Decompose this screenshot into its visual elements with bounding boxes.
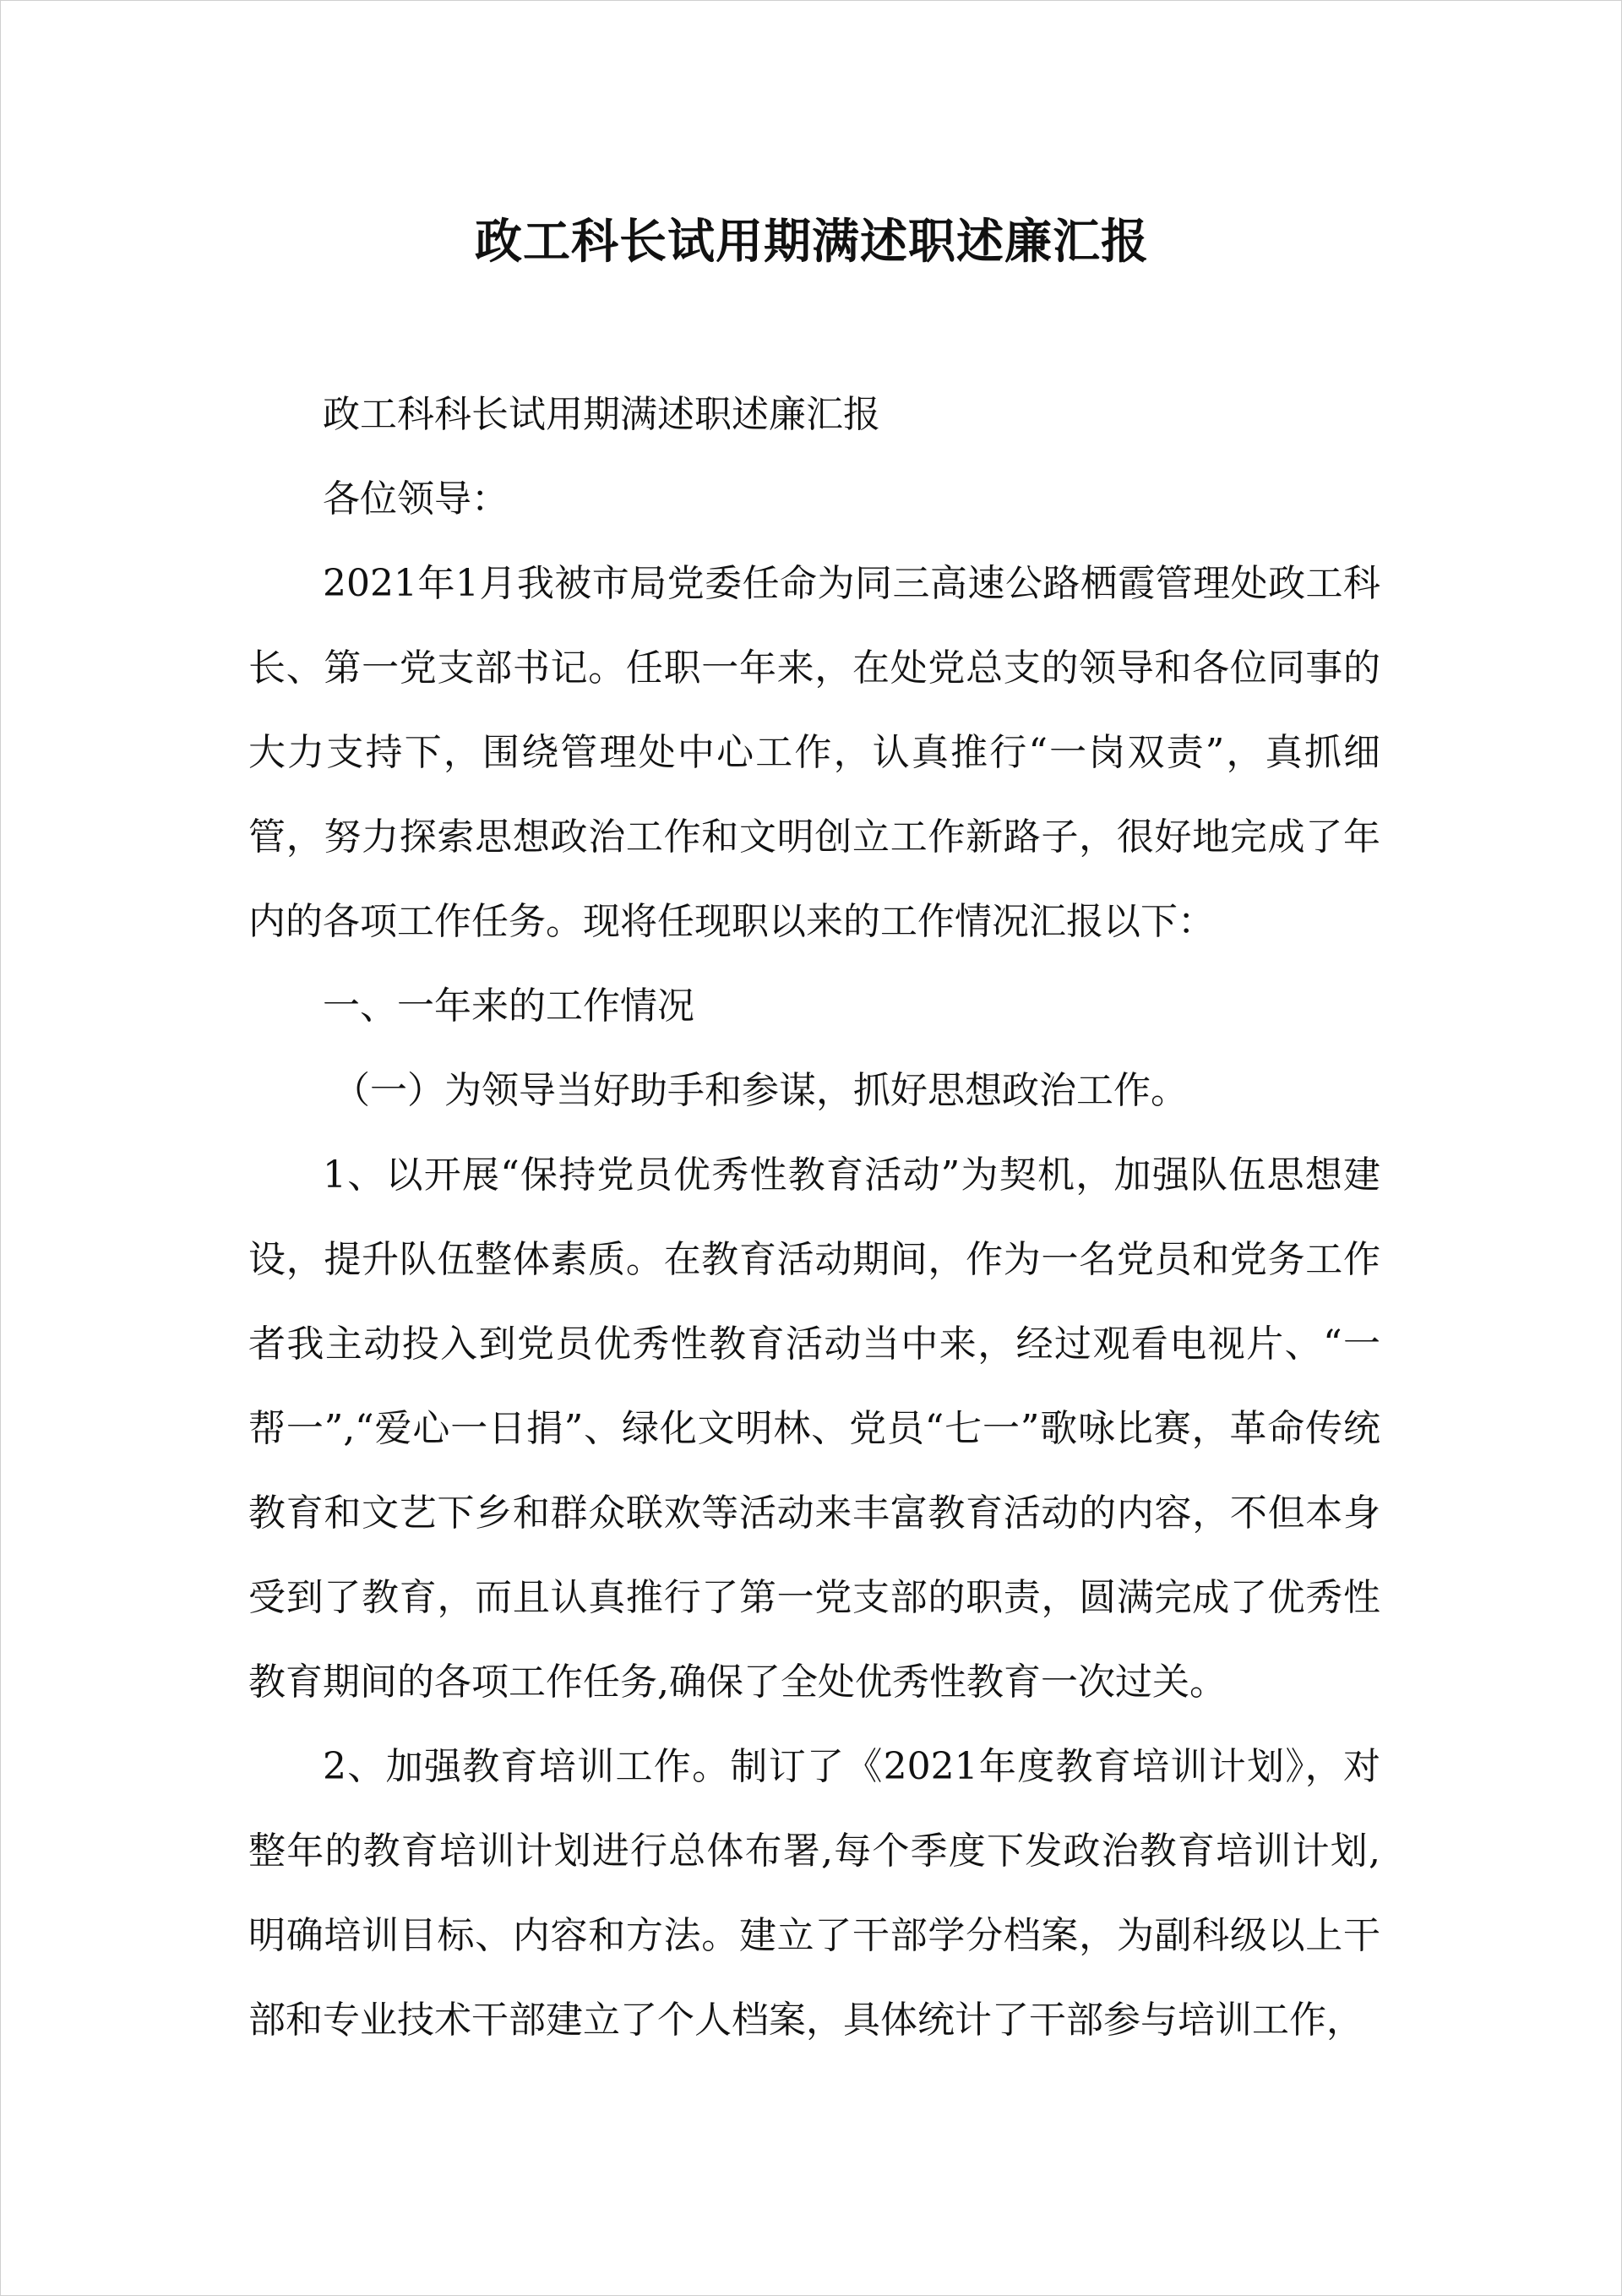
- paragraph-intro: 2021年1月我被市局党委任命为同三高速公路栖霞管理处政工科长、第一党支部书记。任职一年来，在处党总支的领导和各位同事的大力支持下，围绕管理处中心工作，认真推行“一岗双责”，真抓细管，努力探索思想政治工作和文明创立工作新路子，很好地完成了年内的各项工作任务。现将任现职以来的工作情况汇报以下：: [248, 562, 1380, 943]
- paragraph-item-2: 2、加强教育培训工作。制订了《2021年度教育培训计划》，对整年的教育培训计划进行总体布署,每个季度下发政治教育培训计划,明确培训目标、内容和方法。建立了干部学分档案，为副科级以上干部和专业技术干部建立了个人档案，具体统计了干部参与培训工作，: [248, 1745, 1380, 2042]
- document-subtitle: 政工科科长试用期满述职述廉汇报: [323, 393, 880, 436]
- paragraph-item-1: 1、以开展“保持党员优秀性教育活动”为契机，加强队伍思想建设，提升队伍整体素质。在教育活动期间，作为一名党员和党务工作者我主动投入到党员优秀性教育活动当中来，经过观看电视片、“一帮一”,“爱心一日捐”、绿化文明林、党员“七一”歌咏比赛，革命传统教育和文艺下乡和群众联欢等活动来丰富教育活动的内容，不但本身受到了教育，而且认真推行了第一党支部的职责，圆满完成了优秀性教育期间的各项工作任务,确保了全处优秀性教育一次过关。: [248, 1153, 1380, 1704]
- salutation: 各位领导：: [323, 477, 509, 521]
- subsection-heading: （一）为领导当好助手和参谋，抓好思想政治工作。: [333, 1069, 1188, 1112]
- document-title: 政工科长试用期满述职述廉汇报: [475, 214, 1149, 270]
- document-body: [248, 373, 1380, 2063]
- section-heading: 一、一年来的工作情况: [323, 984, 694, 1028]
